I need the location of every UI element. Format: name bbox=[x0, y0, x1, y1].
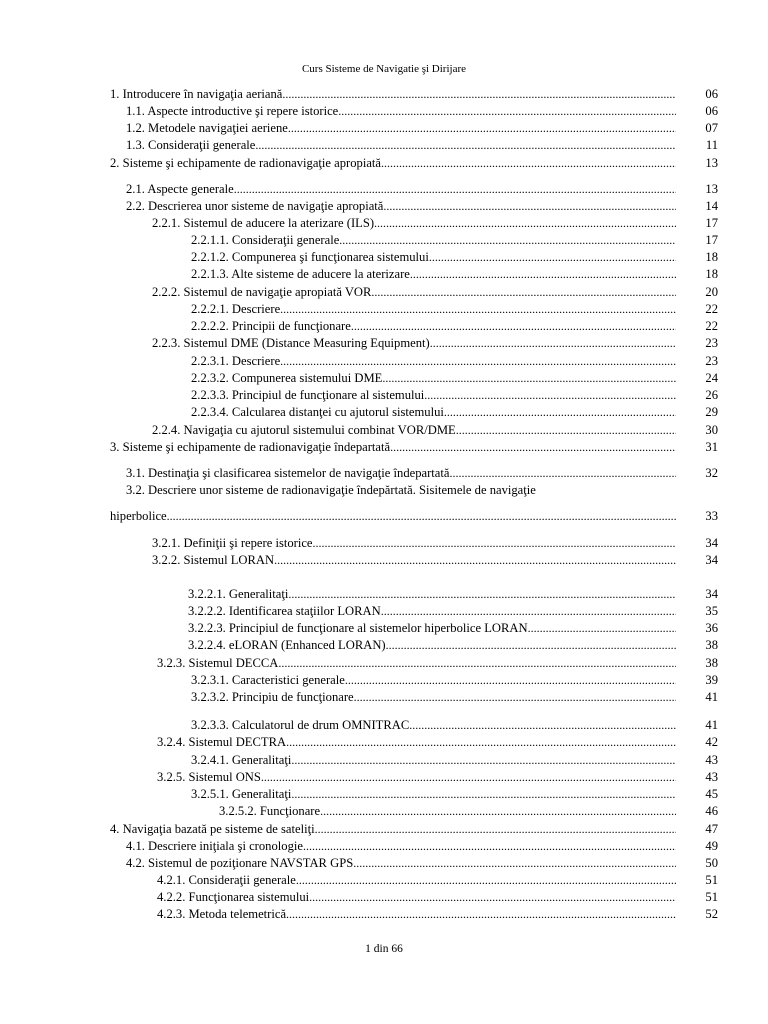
toc-leader-dots bbox=[286, 734, 676, 751]
toc-leader-dots bbox=[345, 672, 676, 689]
toc-entry-page: 51 bbox=[705, 873, 718, 887]
toc-leader-dots bbox=[315, 821, 676, 838]
toc-entry bbox=[0, 155, 768, 172]
toc-entry-page: 06 bbox=[705, 87, 718, 101]
toc-entry-page: 47 bbox=[705, 822, 718, 836]
toc-entry-page: 39 bbox=[705, 673, 718, 687]
toc-entry-title: 3. Sisteme şi echipamente de radionavigaţie îndepartată bbox=[110, 440, 391, 454]
toc-entry bbox=[0, 672, 768, 689]
toc-entry-page: 49 bbox=[705, 839, 718, 853]
toc-entry-page: 46 bbox=[705, 804, 718, 818]
toc-entry-title: 3.2. Descriere unor sisteme de radionavigaţie îndepărtată. Sisitemele de navigaţie bbox=[126, 483, 536, 497]
toc-leader-dots bbox=[313, 535, 676, 552]
toc-leader-dots bbox=[449, 465, 676, 482]
toc-entry bbox=[0, 637, 768, 654]
toc-entry bbox=[0, 855, 768, 872]
toc-leader-dots bbox=[338, 103, 676, 120]
toc-entry bbox=[0, 335, 768, 352]
toc-entry-page: 38 bbox=[705, 638, 718, 652]
toc-leader-dots bbox=[528, 620, 676, 637]
toc-entry-title: 3.2.3. Sistemul DECCA bbox=[157, 656, 279, 670]
toc-entry-page: 29 bbox=[705, 405, 718, 419]
toc-entry bbox=[0, 439, 768, 456]
toc-entry bbox=[0, 717, 768, 734]
toc-leader-dots bbox=[278, 655, 676, 672]
toc-entry-title: 3.2.2. Sistemul LORAN bbox=[152, 553, 275, 567]
toc-entry-page: 20 bbox=[705, 285, 718, 299]
toc-entry-page: 36 bbox=[705, 621, 718, 635]
toc-entry-page: 13 bbox=[705, 182, 718, 196]
toc-leader-dots bbox=[303, 838, 676, 855]
toc-entry-title: 3.2.5.2. Funcţionare bbox=[219, 804, 321, 818]
toc-entry bbox=[0, 821, 768, 838]
toc-entry bbox=[0, 838, 768, 855]
toc-entry-page: 31 bbox=[705, 440, 718, 454]
toc-entry-page: 22 bbox=[705, 319, 718, 333]
toc-entry-title: 1.2. Metodele navigaţiei aeriene bbox=[126, 121, 288, 135]
toc-entry bbox=[0, 198, 768, 215]
toc-leader-dots bbox=[280, 301, 676, 318]
toc-entry-page: 38 bbox=[705, 656, 718, 670]
toc-entry-page: 50 bbox=[705, 856, 718, 870]
toc-entry bbox=[0, 422, 768, 439]
toc-entry-title: 2. Sisteme şi echipamente de radionavigaţie apropiată bbox=[110, 156, 382, 170]
toc-entry bbox=[0, 465, 768, 482]
toc-entry-title: 2.2.3.4. Calcularea distanţei cu ajutorul sistemului bbox=[191, 405, 444, 419]
toc-entry bbox=[0, 786, 768, 803]
toc-leader-dots bbox=[371, 284, 676, 301]
toc-leader-dots bbox=[309, 889, 676, 906]
toc-entry-title: 3.2.1. Definiţii şi repere istorice bbox=[152, 536, 313, 550]
toc-leader-dots bbox=[429, 249, 676, 266]
toc-entry-title: 2.2.1.1. Consideraţii generale bbox=[191, 233, 340, 247]
toc-leader-dots bbox=[424, 387, 676, 404]
toc-entry bbox=[0, 482, 768, 499]
toc-entry-title: 3.2.3.1. Caracteristici generale bbox=[191, 673, 345, 687]
toc-entry-page: 34 bbox=[705, 587, 718, 601]
toc-entry bbox=[0, 734, 768, 751]
toc-entry-page: 35 bbox=[705, 604, 718, 618]
toc-entry-title: 3.2.2.2. Identificarea staţiilor LORAN bbox=[188, 604, 381, 618]
toc-entry-title: 2.2.1.2. Compunerea şi funcţionarea sistemului bbox=[191, 250, 429, 264]
toc-entry bbox=[0, 803, 768, 820]
toc-entry-page: 30 bbox=[705, 423, 718, 437]
toc-entry-title: 1.3. Consideraţii generale bbox=[126, 138, 256, 152]
toc-entry bbox=[0, 86, 768, 103]
toc-leader-dots bbox=[291, 786, 676, 803]
toc-entry bbox=[0, 353, 768, 370]
toc-leader-dots bbox=[382, 370, 676, 387]
toc-entry-page: 17 bbox=[705, 233, 718, 247]
toc-entry-page: 51 bbox=[705, 890, 718, 904]
toc-entry bbox=[0, 301, 768, 318]
toc-entry-page: 07 bbox=[705, 121, 718, 135]
toc-leader-dots bbox=[351, 318, 676, 335]
toc-leader-dots bbox=[296, 872, 676, 889]
toc-entry-page: 23 bbox=[705, 336, 718, 350]
toc-entry-page: 32 bbox=[705, 466, 718, 480]
toc-entry bbox=[0, 769, 768, 786]
toc-entry bbox=[0, 103, 768, 120]
toc-entry bbox=[0, 404, 768, 421]
toc-entry bbox=[0, 120, 768, 137]
toc-entry bbox=[0, 906, 768, 923]
toc-entry bbox=[0, 603, 768, 620]
toc-entry-title: 2.1. Aspecte generale bbox=[126, 182, 234, 196]
toc-entry bbox=[0, 215, 768, 232]
toc-entry-page: 33 bbox=[705, 509, 718, 523]
page-number: 1 din 66 bbox=[365, 943, 403, 955]
toc-leader-dots bbox=[444, 404, 676, 421]
toc-entry-page: 18 bbox=[705, 267, 718, 281]
toc-entry-title: 3.2.3.2. Principiu de funcţionare bbox=[191, 690, 354, 704]
toc-entry-title: 1.1. Aspecte introductive şi repere istorice bbox=[126, 104, 339, 118]
toc-entry-page: 34 bbox=[705, 536, 718, 550]
toc-leader-dots bbox=[167, 508, 676, 525]
toc-entry-title: 2.2.3. Sistemul DME (Distance Measuring Equipment) bbox=[152, 336, 430, 350]
toc-entry bbox=[0, 586, 768, 603]
toc-entry-page: 26 bbox=[705, 388, 718, 402]
toc-entry-title: 2.2.1.3. Alte sisteme de aducere la aterizare bbox=[191, 267, 410, 281]
toc-entry bbox=[0, 266, 768, 283]
toc-entry bbox=[0, 137, 768, 154]
toc-entry-page: 43 bbox=[705, 770, 718, 784]
toc-leader-dots bbox=[381, 155, 676, 172]
toc-leader-dots bbox=[234, 181, 676, 198]
toc-leader-dots bbox=[430, 335, 676, 352]
toc-entry bbox=[0, 689, 768, 706]
toc-entry-page: 13 bbox=[705, 156, 718, 170]
toc-entry-page: 41 bbox=[705, 690, 718, 704]
toc-entry bbox=[0, 752, 768, 769]
toc-entry bbox=[0, 889, 768, 906]
toc-entry bbox=[0, 181, 768, 198]
toc-leader-dots bbox=[383, 198, 676, 215]
toc-leader-dots bbox=[386, 637, 676, 654]
toc-leader-dots bbox=[339, 232, 676, 249]
toc-entry-title: 4. Navigaţia bazată pe sisteme de sateliţi bbox=[110, 822, 315, 836]
toc-entry bbox=[0, 552, 768, 569]
toc-entry bbox=[0, 872, 768, 889]
toc-entry-title: 2.2.4. Navigaţia cu ajutorul sistemului combinat VOR/DME bbox=[152, 423, 456, 437]
toc-entry bbox=[0, 535, 768, 552]
toc-entry-page: 43 bbox=[705, 753, 718, 767]
toc-leader-dots bbox=[255, 137, 676, 154]
toc-entry-page: 24 bbox=[705, 371, 718, 385]
toc-leader-dots bbox=[374, 215, 676, 232]
toc-entry-page: 23 bbox=[705, 354, 718, 368]
toc-entry-title: 3.2.4.1. Generalitaţi bbox=[191, 753, 292, 767]
toc-entry-title: 2.2.2. Sistemul de navigaţie apropiată VOR bbox=[152, 285, 372, 299]
toc-entry-page: 11 bbox=[705, 138, 718, 152]
toc-entry-page: 18 bbox=[705, 250, 718, 264]
toc-leader-dots bbox=[409, 717, 676, 734]
toc-leader-dots bbox=[353, 855, 676, 872]
toc-leader-dots bbox=[261, 769, 676, 786]
toc-entry-page: 45 bbox=[705, 787, 718, 801]
toc-entry-title: 3.2.5. Sistemul ONS bbox=[157, 770, 261, 784]
toc-entry bbox=[0, 284, 768, 301]
toc-leader-dots bbox=[274, 552, 676, 569]
toc-entry-page: 06 bbox=[705, 104, 718, 118]
toc-leader-dots bbox=[288, 120, 676, 137]
toc-entry-title: 4.2. Sistemul de poziţionare NAVSTAR GPS bbox=[126, 856, 354, 870]
toc-entry-title: 3.2.4. Sistemul DECTRA bbox=[157, 735, 287, 749]
toc-leader-dots bbox=[381, 603, 676, 620]
toc-leader-dots bbox=[410, 266, 676, 283]
toc-entry-title: 3.2.5.1. Generalitaţi bbox=[191, 787, 292, 801]
toc-entry bbox=[0, 620, 768, 637]
toc-entry-page: 42 bbox=[705, 735, 718, 749]
page-header: Curs Sisteme de Navigatie şi Dirijare bbox=[301, 63, 467, 75]
toc-entry-page: 14 bbox=[705, 199, 718, 213]
toc-leader-dots bbox=[390, 439, 676, 456]
toc-entry-title: 3.2.2.3. Principiul de funcţionare al sistemelor hiperbolice LORAN bbox=[188, 621, 528, 635]
toc-entry bbox=[0, 232, 768, 249]
toc-entry-title: 3.1. Destinaţia şi clasificarea sistemelor de navigaţie îndepartată bbox=[126, 466, 450, 480]
toc-entry bbox=[0, 508, 768, 525]
toc-entry-title: 4.2.1. Consideraţii generale bbox=[157, 873, 296, 887]
toc-entry-title: 4.2.3. Metoda telemetrică bbox=[157, 907, 287, 921]
toc-entry-title: hiperbolice bbox=[110, 509, 167, 523]
toc-entry-page: 41 bbox=[705, 718, 718, 732]
toc-entry-page: 22 bbox=[705, 302, 718, 316]
toc-entry-title: 2.2.2.2. Principii de funcţionare bbox=[191, 319, 351, 333]
toc-entry-title: 4.2.2. Funcţionarea sistemului bbox=[157, 890, 310, 904]
toc-entry bbox=[0, 249, 768, 266]
toc-entry-page: 52 bbox=[705, 907, 718, 921]
toc-entry-title: 2.2.3.3. Principiul de funcţionare al sistemului bbox=[191, 388, 425, 402]
toc-entry-title: 2.2.3.2. Compunerea sistemului DME bbox=[191, 371, 383, 385]
toc-entry-page: 17 bbox=[705, 216, 718, 230]
toc-entry-title: 2.2. Descrierea unor sisteme de navigaţie apropiată bbox=[126, 199, 384, 213]
toc-entry-title: 4.1. Descriere iniţiala şi cronologie bbox=[126, 839, 303, 853]
toc-leader-dots bbox=[354, 689, 676, 706]
toc-entry bbox=[0, 387, 768, 404]
toc-entry-title: 3.2.2.1. Generalitaţi bbox=[188, 587, 289, 601]
toc-entry-title: 1. Introducere în navigaţia aeriană bbox=[110, 87, 283, 101]
toc-entry-page: 34 bbox=[705, 553, 718, 567]
toc-leader-dots bbox=[456, 422, 676, 439]
toc-leader-dots bbox=[320, 803, 676, 820]
toc-leader-dots bbox=[282, 86, 676, 103]
toc-leader-dots bbox=[280, 353, 676, 370]
toc-entry bbox=[0, 655, 768, 672]
toc-entry-title: 2.2.3.1. Descriere bbox=[191, 354, 281, 368]
toc-entry-title: 2.2.1. Sistemul de aducere la aterizare (ILS) bbox=[152, 216, 375, 230]
toc-entry bbox=[0, 370, 768, 387]
toc-entry-title: 2.2.2.1. Descriere bbox=[191, 302, 281, 316]
toc-entry-title: 3.2.2.4. eLORAN (Enhanced LORAN) bbox=[188, 638, 386, 652]
toc-leader-dots bbox=[291, 752, 676, 769]
toc-leader-dots bbox=[286, 906, 676, 923]
toc-entry bbox=[0, 318, 768, 335]
toc-entry-title: 3.2.3.3. Calculatorul de drum OMNITRAC bbox=[191, 718, 410, 732]
toc-leader-dots bbox=[288, 586, 676, 603]
